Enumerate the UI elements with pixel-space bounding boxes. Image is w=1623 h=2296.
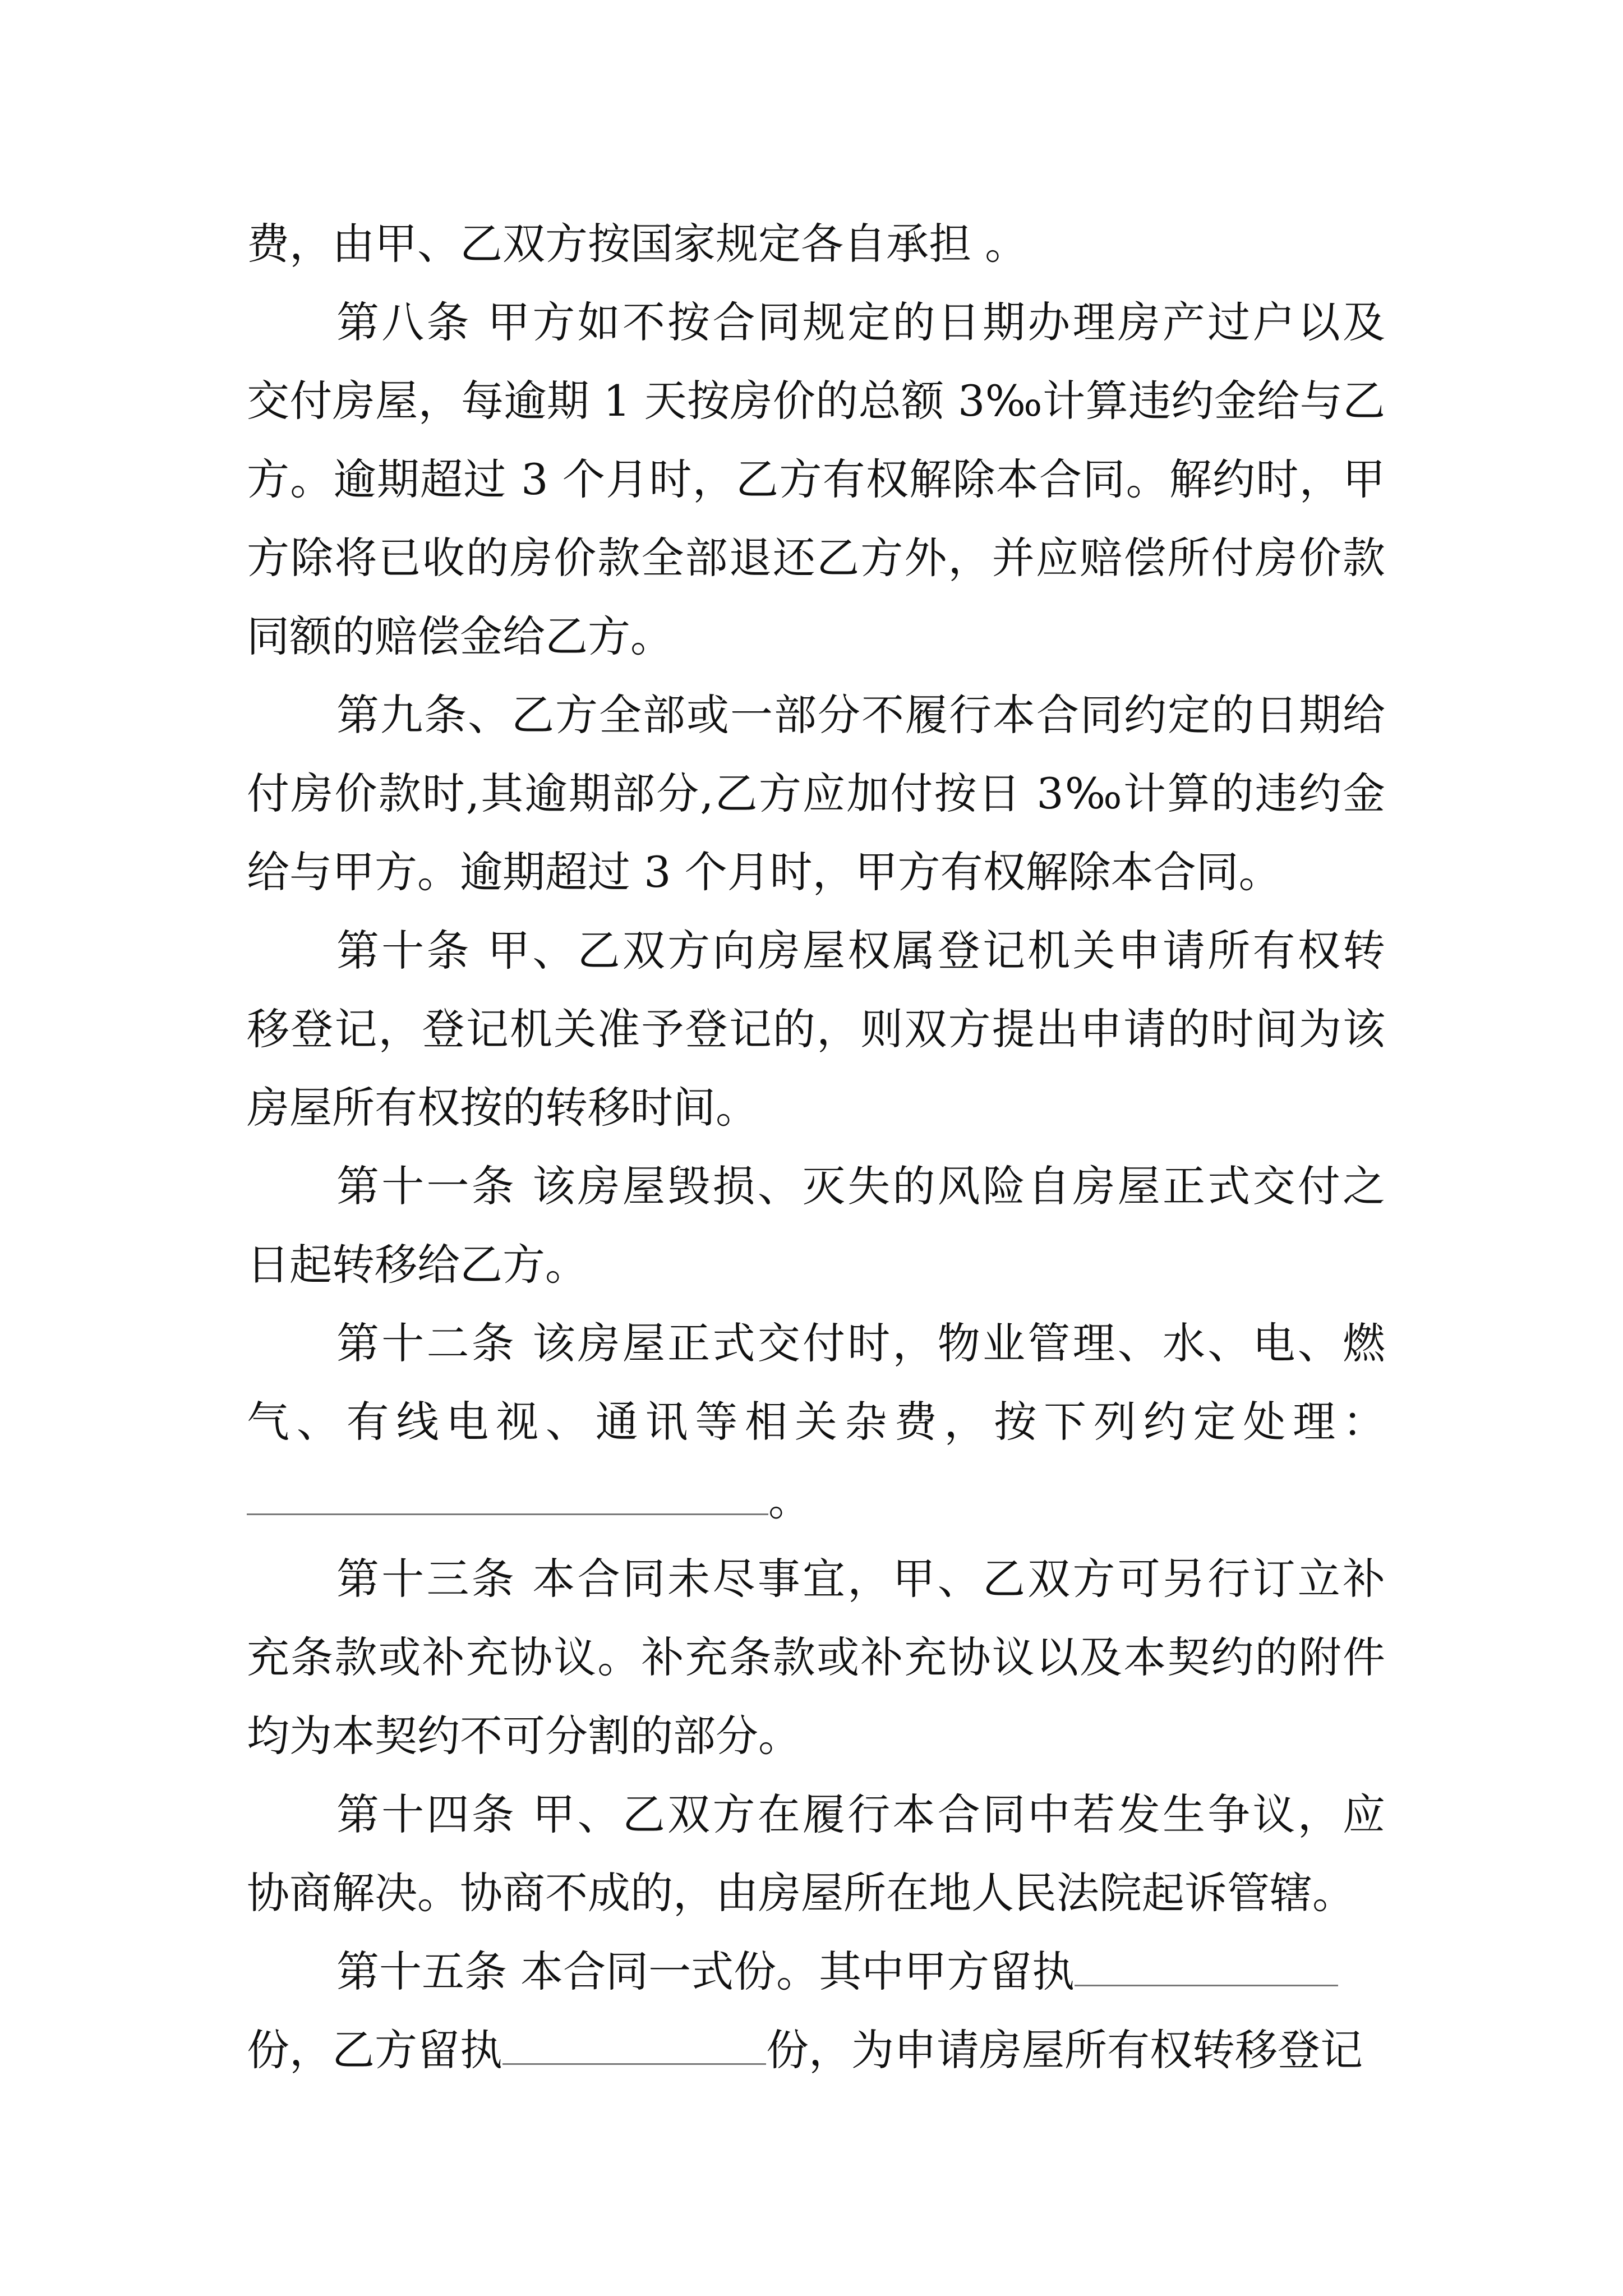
fill-in-blank[interactable] <box>1075 1945 1338 1986</box>
text-line <box>247 754 1385 833</box>
line-text: 第八条 甲方如不按合同规定的日期办理房产过户以及 <box>336 297 1385 347</box>
fill-in-blank[interactable] <box>502 2024 766 2065</box>
article-14-heading-line <box>336 1775 1385 1854</box>
text-line <box>247 362 1385 440</box>
line-text: 充条款或补充协议。补充条款或补充协议以及本契约的附件 <box>247 1632 1385 1682</box>
line-text: 第十一条 该房屋毁损、灭失的风险自房屋正式交付之 <box>336 1161 1385 1211</box>
text-line <box>247 597 1385 676</box>
text-line <box>247 1618 1385 1697</box>
line-text: 份，为申请房屋所有权转移登记 <box>766 2025 1363 2075</box>
article-12-heading-line <box>336 1304 1385 1383</box>
line-text: 第九条、乙方全部或一部分不履行本合同约定的日期给 <box>336 690 1385 740</box>
line-text: 移登记，登记机关准予登记的，则双方提出申请的时间为该 <box>247 1004 1385 1054</box>
line-text: 付房价款时,其逾期部分,乙方应加付按日 3‰计算的违约金 <box>247 769 1385 818</box>
line-text: 。 <box>768 1475 811 1525</box>
line-text: 第十四条 甲、乙双方在履行本合同中若发生争议，应 <box>336 1789 1385 1839</box>
article-8-heading-line <box>336 283 1385 362</box>
article-15-heading-line <box>336 1932 1385 2011</box>
line-text: 方除将已收的房价款全部退还乙方外，并应赔偿所付房价款 <box>247 533 1385 583</box>
text-line <box>247 205 1385 283</box>
line-text: 气、有线电视、通讯等相关杂费，按下列约定处理： <box>247 1397 1385 1447</box>
line-text: 协商解决。协商不成的，由房屋所在地人民法院起诉管辖。 <box>247 1868 1355 1918</box>
article-10-heading-line <box>336 912 1385 990</box>
line-text: 第十条 甲、乙双方向房屋权属登记机关申请所有权转 <box>336 926 1385 976</box>
line-text: 份，乙方留执 <box>247 2025 502 2075</box>
line-text: 日起转移给乙方。 <box>247 1240 588 1290</box>
line-text: 第十三条 本合同未尽事宜，甲、乙双方可另行订立补 <box>336 1554 1385 1604</box>
text-line <box>247 833 1385 912</box>
blank-fill-line <box>247 2011 1385 2090</box>
line-text: 给与甲方。逾期超过 3 个月时，甲方有权解除本合同。 <box>247 847 1281 897</box>
text-line <box>247 519 1385 597</box>
line-text: 方。逾期超过 3 个月时，乙方有权解除本合同。解约时，甲 <box>247 454 1385 504</box>
line-text: 交付房屋，每逾期 1 天按房价的总额 3‰计算违约金给与乙 <box>247 376 1385 426</box>
line-text: 费，由甲、乙双方按国家规定各自承担 。 <box>247 219 1028 269</box>
article-13-heading-line <box>336 1540 1385 1618</box>
text-line <box>247 1226 1385 1304</box>
text-line <box>247 440 1385 519</box>
line-text: 第十五条 本合同一式份。其中甲方留执 <box>336 1947 1075 1996</box>
text-line <box>247 990 1385 1069</box>
fill-in-blank[interactable] <box>247 1474 768 1515</box>
text-line <box>247 1854 1385 1932</box>
text-line <box>247 1069 1385 1147</box>
line-text: 均为本契约不可分割的部分。 <box>247 1711 801 1761</box>
line-text: 房屋所有权按的转移时间。 <box>247 1083 758 1133</box>
line-text: 第十二条 该房屋正式交付时，物业管理、水、电、燃 <box>336 1318 1385 1368</box>
article-9-heading-line <box>336 676 1385 754</box>
line-text: 同额的赔偿金给乙方。 <box>247 611 673 661</box>
article-11-heading-line <box>336 1147 1385 1226</box>
text-line <box>247 1697 1385 1775</box>
text-line <box>247 1383 1385 1461</box>
blank-fill-line <box>247 1461 1385 1540</box>
